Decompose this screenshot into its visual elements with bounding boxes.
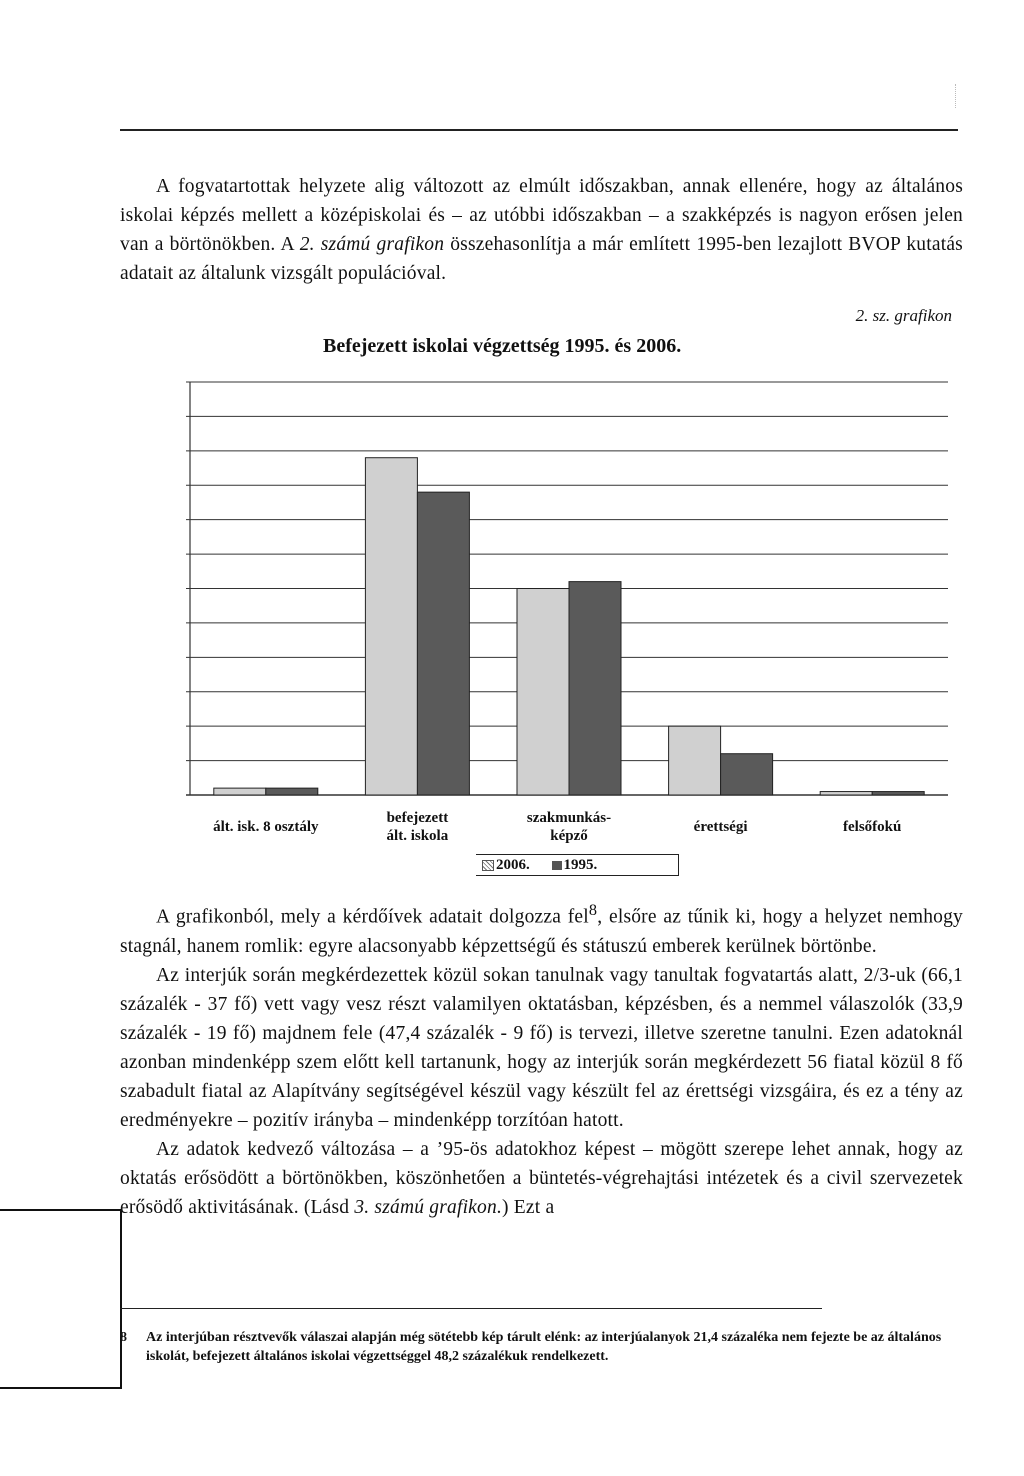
margin-frame bbox=[0, 1209, 122, 1389]
legend-item-1995 bbox=[552, 855, 598, 875]
x-tick-label-line: ált. iskola bbox=[386, 828, 449, 844]
footnote-number: 8 bbox=[120, 1330, 127, 1345]
legend-swatch-2006 bbox=[482, 860, 494, 871]
chart-legend bbox=[476, 854, 679, 876]
intro-text-start: A fogvatartottak helyzete alig változott az elmúlt időszakban, annak ellenére, hogy az általános iskolai képzés mellett a középiskolai és – az utóbbi időszakban – a szakképzés is nagyon erősen jelen van a börtönökben. A bbox=[120, 176, 963, 255]
intro-figure-ref: 2. számú grafikon bbox=[299, 234, 445, 255]
legend-label-2006: 2006. bbox=[496, 857, 530, 873]
x-tick-label-line: ált. isk. 8 osztály bbox=[213, 819, 319, 835]
chart-title: Befejezett iskolai végzettség 1995. és 2006. bbox=[323, 335, 682, 357]
body-p1-end: , elsőre az tűnik ki, hogy a helyzet nemhogy stagnál, hanem romlik: egyre alacsonyabb képzettségű és státuszú emberek kerülnek börtönbe. bbox=[120, 906, 964, 957]
x-tick-label bbox=[186, 818, 346, 836]
footnote-text: Az interjúban résztvevők válaszai alapján még sötétebb kép tárult elénk: az interjúalanyok 21,4 százaléka nem fejezte be az általános iskolát, befejezett általános iskolai végzettséggel 48,2 százalékuk rendelkezett. bbox=[146, 1330, 942, 1364]
body-text bbox=[120, 896, 963, 1222]
legend-item-2006 bbox=[482, 855, 530, 875]
intro-text-end: összehasonlítja a már említett 1995-ben lezajlott BVOP kutatás adatait az általunk vizsgált populációval. bbox=[120, 234, 963, 284]
bar-2006-1 bbox=[365, 458, 417, 795]
bar-2006-4 bbox=[820, 792, 872, 795]
x-tick-label-line: szakmunkás- bbox=[526, 810, 612, 826]
bar-1995-4 bbox=[872, 792, 924, 795]
body-p3-start: Az adatok kedvező változása – a ’95-ös adatokhoz képest – mögött szerepe lehet annak, hogy az oktatás erősödött a börtönökben, köszönhetően a büntetés-végrehajtási intézetek és a civil szervezetek erősödő aktivitásának. (Lásd bbox=[120, 1138, 963, 1218]
bar-1995-3 bbox=[721, 754, 773, 795]
bar-2006-3 bbox=[669, 726, 721, 795]
bar-1995-2 bbox=[569, 582, 621, 795]
figure-label: 2. sz. grafikon bbox=[855, 306, 952, 325]
bar-2006-0 bbox=[214, 788, 266, 795]
body-paragraph-2: Az interjúk során megkérdezettek közül sokan tanulnak vagy tanultak fogvatartás alatt, 2/3-uk (66,1 százalék - 37 fő) vett vagy vesz részt valamilyen oktatásban, képzésben, és a nemmel válaszolók (33,9 százalék - 19 fő) majdnem fele (47,4 százalék - 9 fő) is tervezi, illetve szeretne tanulni. Ezen adatoknál azonban mindenképp szem előtt kell tartanunk, hogy az interjúk során megkérdezett 56 fiatal közül 8 fő szabadult fiatal az Alapítvány segítségével készül vagy készült fel az érettségi vizsgáira, és ez a tény az eredményekre – pozitív irányba – mindenképp torzítóan hatott. bbox=[120, 964, 963, 1131]
body-paragraph-3 bbox=[120, 1135, 963, 1222]
footnote-ref[interactable]: 8 bbox=[588, 901, 598, 919]
footnote bbox=[120, 1328, 960, 1366]
x-tick-label bbox=[489, 809, 649, 845]
x-tick-label-line: érettségi bbox=[693, 819, 748, 835]
legend-label-1995: 1995. bbox=[563, 857, 598, 873]
bar-1995-1 bbox=[417, 492, 469, 795]
legend-swatch-1995 bbox=[552, 861, 562, 870]
x-tick-label bbox=[337, 809, 497, 845]
bar-2006-2 bbox=[517, 589, 569, 796]
footnote-rule bbox=[120, 1308, 822, 1309]
x-tick-label bbox=[792, 818, 952, 836]
x-tick-label-line: befejezett bbox=[386, 810, 449, 826]
bar-1995-0 bbox=[266, 788, 318, 795]
x-tick-label-line: felsőfokú bbox=[843, 819, 902, 835]
body-p3-end: ) Ezt a bbox=[502, 1196, 555, 1218]
x-tick-label bbox=[641, 818, 801, 836]
body-figure-ref: 3. számú grafikon. bbox=[354, 1196, 503, 1218]
body-paragraph-1 bbox=[120, 896, 963, 961]
body-p1-start: A grafikonból, mely a kérdőívek adatait dolgozza fel bbox=[156, 906, 589, 928]
x-tick-label-line: képző bbox=[550, 828, 588, 844]
